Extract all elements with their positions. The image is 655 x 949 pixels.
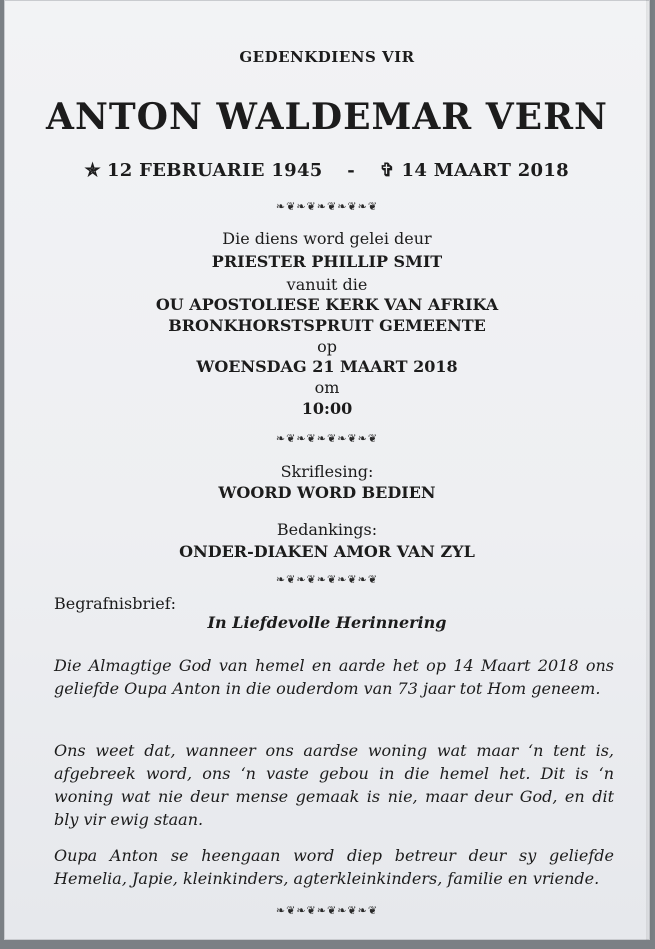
- letter-title: In Liefdevolle Herinnering: [207, 613, 447, 632]
- led-by-label: Die diens word gelei deur: [222, 229, 432, 248]
- from-label: vanuit die: [286, 275, 368, 294]
- cross-icon: ✞: [379, 160, 395, 181]
- memorial-leaflet: [4, 0, 650, 940]
- life-dates: [4, 160, 650, 181]
- deceased-name: ANTON WALDEMAR VERN: [46, 96, 608, 138]
- death-date: 14 MAART 2018: [401, 160, 570, 181]
- church-name: OU APOSTOLIESE KERK VAN AFRIKA: [155, 295, 499, 314]
- ornament-divider: ❧❦❧❦❧❦❧❦❧❦: [275, 432, 379, 445]
- date-separator: -: [347, 160, 355, 181]
- reading-value: WOORD WORD BEDIEN: [218, 483, 436, 502]
- service-time: 10:00: [301, 399, 353, 418]
- birth-date: 12 FEBRUARIE 1945: [106, 160, 323, 181]
- letter-paragraph: Ons weet dat, wanneer ons aardse woning wat maar ‘n tent is, afgebreek word, ons ‘n vaste gebou in die hemel het. Dit is ‘n woning wat nie deur mense gemaak is nie, maar deur God, en dit bly vir ewig staan.: [54, 741, 614, 829]
- letter-label: Begrafnisbrief:: [54, 594, 176, 613]
- service-heading: GEDENKDIENS VIR: [239, 48, 415, 66]
- ornament-divider: ❧❦❧❦❧❦❧❦❧❦: [275, 904, 379, 917]
- on-label: op: [317, 337, 337, 356]
- ornament-divider: ❧❦❧❦❧❦❧❦❧❦: [275, 573, 379, 586]
- star-icon: ✯: [84, 160, 101, 181]
- service-date: WOENSDAG 21 MAART 2018: [196, 357, 458, 376]
- letter-paragraph: Oupa Anton se heengaan word diep betreur deur sy geliefde Hemelia, Japie, kleinkinders, agterkleinkinders, familie en vriende.: [54, 846, 614, 888]
- at-label: om: [314, 378, 340, 397]
- thanks-value: ONDER-DIAKEN AMOR VAN ZYL: [179, 542, 475, 561]
- reading-label: Skriflesing:: [280, 462, 374, 481]
- letter-paragraph: Die Almagtige God van hemel en aarde het op 14 Maart 2018 ons geliefde Oupa Anton in die ouderdom van 73 jaar tot Hom geneem.: [54, 656, 614, 698]
- thanks-label: Bedankings:: [276, 520, 378, 539]
- priest-name: PRIESTER PHILLIP SMIT: [211, 252, 443, 271]
- congregation-name: BRONKHORSTSPRUIT GEMEENTE: [168, 316, 486, 335]
- ornament-divider: ❧❦❧❦❧❦❧❦❧❦: [275, 200, 379, 213]
